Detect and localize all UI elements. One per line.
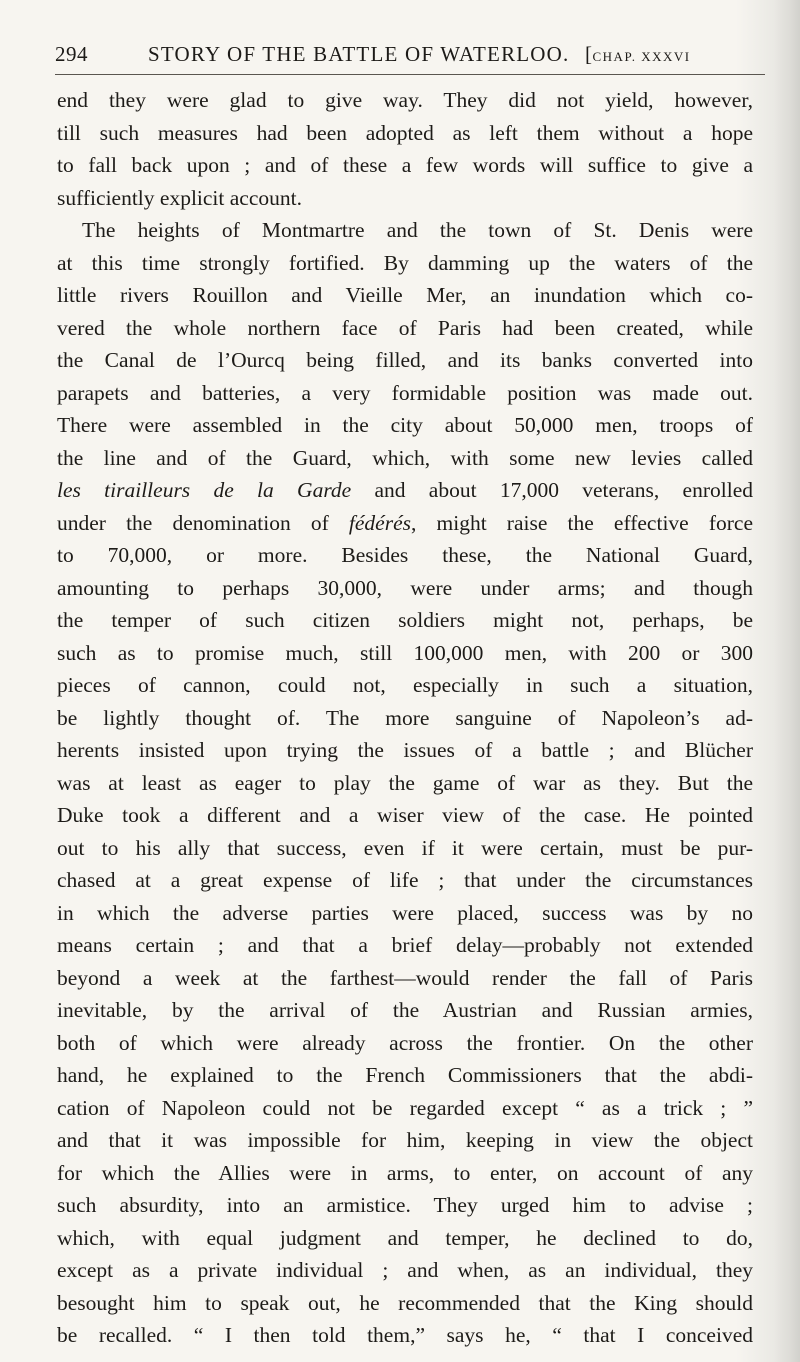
text-line — [57, 962, 753, 995]
text-line — [57, 799, 753, 832]
text-run: amounting to perhaps 30,000, were under arms; and though — [57, 575, 753, 600]
text-run: till such measures had been adopted as left them without a hope — [57, 120, 753, 145]
text-line — [57, 734, 753, 767]
text-run: to fall back upon ; and of these a few words will suffice to give a — [57, 153, 753, 177]
text-run: chased at a great expense of life ; that under the circumstances — [57, 868, 753, 892]
text-line — [57, 312, 753, 345]
text-run: , might raise the effective force — [410, 510, 753, 535]
chapter-abbrev: CHAP. XXXVI — [592, 49, 691, 64]
text-run: Duke took a different and a wiser view of the case. He pointed — [57, 803, 753, 827]
text-run: The heights of Montmartre and the town of St. Denis were — [82, 218, 753, 242]
text-run: out to his ally that success, even if it were certain, must be pur- — [57, 835, 753, 860]
text-line — [57, 832, 753, 865]
text-line — [57, 637, 753, 670]
text-run: pieces of cannon, could not, especially in such a situation, — [57, 673, 753, 697]
text-line — [57, 182, 753, 215]
text-run: parapets and batteries, a very formidable position was made out. — [57, 380, 753, 405]
text-line — [57, 669, 753, 702]
body-text — [57, 84, 753, 1352]
text-line — [57, 702, 753, 735]
text-run: such absurdity, into an armistice. They urged him to advise ; — [57, 1193, 753, 1217]
running-header — [55, 40, 765, 75]
text-run: be lightly thought of. The more sanguine of Napoleon’s ad- — [57, 705, 753, 730]
text-run: end they were glad to give way. They did not yield, however, — [57, 88, 753, 112]
chapter-reference — [585, 40, 691, 71]
text-run: means certain ; and that a brief delay—probably not extended — [57, 933, 753, 957]
text-line — [57, 474, 753, 507]
text-line — [57, 442, 753, 475]
text-line — [57, 149, 753, 182]
text-line — [57, 507, 753, 540]
text-line — [57, 1222, 753, 1255]
text-run: hand, he explained to the French Commissioners that the abdi- — [57, 1063, 753, 1087]
text-line — [57, 214, 753, 247]
text-line — [57, 1157, 753, 1190]
text-line — [57, 572, 753, 605]
text-run: There were assembled in the city about 50,000 men, troops of — [57, 413, 753, 437]
text-line — [57, 377, 753, 410]
text-line — [57, 1059, 753, 1092]
text-run: and about 17,000 veterans, enrolled — [351, 478, 753, 502]
text-run: both of which were already across the frontier. On the other — [57, 1030, 753, 1055]
text-run: to 70,000, or more. Besides these, the National Guard, — [57, 543, 753, 567]
text-line — [57, 84, 753, 117]
text-run: was at least as eager to play the game of war as they. But the — [57, 770, 753, 795]
text-run: such as to promise much, still 100,000 men, with 200 or 300 — [57, 640, 753, 665]
text-run: little rivers Rouillon and Vieille Mer, an inundation which co- — [57, 283, 753, 307]
text-run: under the denomination of — [57, 510, 349, 535]
text-run: inevitable, by the arrival of the Austrian and Russian armies, — [57, 998, 753, 1022]
text-run: which, with equal judgment and temper, he declined to do, — [57, 1225, 753, 1250]
text-line — [57, 344, 753, 377]
page-number: 294 — [55, 42, 88, 66]
text-run: besought him to speak out, he recommended that the King should — [57, 1290, 753, 1315]
text-run: the temper of such citizen soldiers might not, perhaps, be — [57, 608, 753, 632]
text-line — [57, 897, 753, 930]
text-line — [57, 1319, 753, 1352]
text-run: beyond a week at the farthest—would render the fall of Paris — [57, 965, 753, 990]
text-line — [57, 929, 753, 962]
text-line — [57, 1092, 753, 1125]
text-run: in which the adverse parties were placed, success was by no — [57, 900, 753, 925]
text-line — [57, 864, 753, 897]
text-run: and that it was impossible for him, keeping in view the object — [57, 1128, 753, 1152]
text-line — [57, 279, 753, 312]
text-line — [57, 1189, 753, 1222]
text-line — [57, 767, 753, 800]
text-run: cation of Napoleon could not be regarded except “ as a trick ; ” — [57, 1095, 753, 1120]
text-line — [57, 539, 753, 572]
text-line — [57, 247, 753, 280]
chapter-bracket: [ — [585, 42, 593, 66]
italic-text: fédérés — [348, 510, 411, 535]
text-run: for which the Allies were in arms, to enter, on account of any — [57, 1160, 753, 1185]
text-run: herents insisted upon trying the issues of a battle ; and Blücher — [57, 738, 753, 762]
text-run: vered the whole northern face of Paris had been created, while — [57, 315, 753, 340]
text-run: be recalled. “ I then told them,” says he, “ that I conceived — [57, 1323, 753, 1347]
text-run: at this time strongly fortified. By damming up the waters of the — [57, 250, 753, 275]
text-line — [57, 409, 753, 442]
text-line — [57, 1254, 753, 1287]
text-run: the Canal de l’Ourcq being filled, and its banks converted into — [57, 348, 753, 372]
text-line — [57, 994, 753, 1027]
text-line — [57, 1287, 753, 1320]
running-title: STORY OF THE BATTLE OF WATERLOO. — [148, 42, 570, 66]
italic-text: les tirailleurs de la Garde — [57, 478, 352, 502]
text-run: sufficiently explicit account. — [57, 185, 302, 210]
text-line — [57, 117, 753, 150]
text-line — [57, 1124, 753, 1157]
page-edge-shadow — [774, 0, 800, 1362]
text-line — [57, 1027, 753, 1060]
text-line — [57, 604, 753, 637]
text-run: the line and of the Guard, which, with some new levies called — [57, 445, 753, 470]
text-run: except as a private individual ; and when, as an individual, they — [57, 1258, 753, 1282]
